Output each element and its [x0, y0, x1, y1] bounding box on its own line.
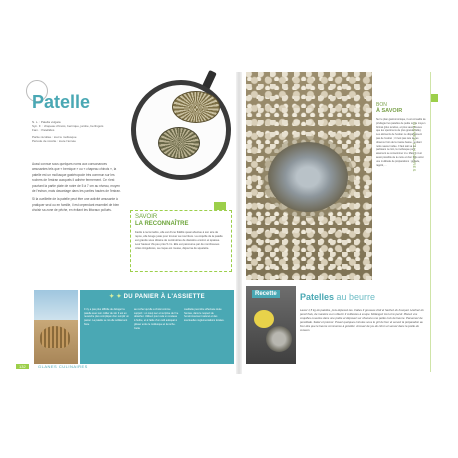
- thumb-tab: [430, 72, 438, 372]
- intro-paragraph: Aussi connue sous quelques noms aux consonances amusantes tels que « bernique » ou « chapeau chinois », la patelle est un mollusque gastéropode très commun sur les rochers de l'estran auxquels il adhère fermement. Ce n'est pourtant la partie plate de notre de 5 à 7 cm au niveau, moyen de l'estran, mais davantage dans les parties hautes de l'estran.: [32, 162, 121, 194]
- info-family: Fam. : Patellidés: [32, 128, 55, 132]
- limpet-photo: [246, 72, 372, 280]
- species-info: [32, 120, 122, 143]
- bon-a-savoir-text: Sur le plan gastronomique, il est conseillé de privilégier les patelles de petite ou de moyen format (plus tendres, et plus savoureuses que les spécimens de plus grande taille). Les éléments de l'estran ne disparaissent pas de l'estran ; il n'est pas rare de les observer lors de la marée basse, rendant notre saveur iodée. Il faut sait sa les partisans ne loin, la mollusque peut aisément se consommer cru. Mais il n'est aussi possible de le cuire et d'en faire ainsi une multitude de préparations : grillade, ragoût, ...: [376, 118, 426, 167]
- intro-text: [32, 162, 122, 217]
- panier-title-text: DU PANIER À L'ASSIETTE: [123, 294, 205, 300]
- savoir-title-line2: LA RECONNAÎTRE: [135, 221, 189, 227]
- savoir-title-line1: SAVOIR: [135, 214, 158, 220]
- panier-column: au rocher qu'elle a choisi comme support : un coup sec et surprise de l'ne détacher. Utilisez pour cela un couteau à huître, et à l'aide d'un outil adéquat à glisser entre le mollusque et la roche. Cette: [134, 308, 179, 330]
- recipe-text: Lavez 1,5 kg de patelles, puis dépecez-les. Faites 3 gousses d'ail et hachez du bouquet. Hachez du persil frais, de manière à en obtenir 3 cuillerées à soupe. Mélangez tout et le persil. Placez vos coquilles ouvertes dans une poêle et déposez sur chacune une petite noix de beurre. Parsemez de persillade. Salez et poivrez. Posez quelques minutes sous le gril du four et servez la préparation au four dès que le beurre commence à grésiller. Arrosez de jus de citron et servez dans la poêle de cuisson.: [300, 308, 424, 333]
- info-harvest-period: Période de récolte : toute l'année: [32, 139, 76, 143]
- recette-label: Recette: [252, 290, 280, 298]
- bon-title-line1: BON: [376, 102, 387, 108]
- bon-title-line2: À SAVOIR: [376, 108, 403, 114]
- savoir-text: Facile à reconnaître, elle est d'une fidélité quasi absolue à son aire de repos, elle bouge juste pour trouver sa nourriture. La coquille de la patelle est grande sous dizaine de centimètres de diamètre environ et épaisse. Leur hauteur d'à peu près 5 cm. Elle est parcourue par de nombreuses côtes irrégulières, sa coque est rousse, déjourna de squelette.: [135, 231, 223, 250]
- recipe-title: [300, 292, 375, 302]
- recipe-title-rest: au beurre: [334, 292, 376, 302]
- thumb-tab-label: GLANES CULINAIRES: [412, 122, 417, 172]
- limpet-shell-side-view: [158, 127, 200, 159]
- info-harvested-part: Partie récoltée : tout le mollusque: [32, 135, 77, 139]
- panier-text-block: [80, 304, 234, 364]
- info-synonyms: Syn. fr. : chapeau chinois, bernique, jambe, berlingots: [32, 124, 104, 128]
- book-spread: [19, 72, 438, 374]
- limpet-shell-top-view: [172, 91, 220, 123]
- running-head: GLANES CULINAIRES: [38, 364, 88, 369]
- species-title: Patelle: [32, 92, 91, 112]
- info-latin-name: N. L. : Patella vulgata: [32, 120, 61, 124]
- basket-photo: [34, 290, 78, 364]
- panier-title: ✦ ✦ DU PANIER À L'ASSIETTE: [80, 290, 234, 304]
- savoir-title: [135, 214, 188, 228]
- intro-paragraph: Si la cueillette de la patelle peut être une activité amusante à pratiquer seul ou en famille, il est cependant essentiel de bien choisir sa zone de pêche, en évitant les littoraux pollués.: [32, 197, 120, 213]
- panier-column: Il n'y a pas plus difficile de déloger la patelle avec son collier de ski. Il est en revanche plus compliqué d'en remplir un panier. La patelle se roi elle solidement fixée: [84, 308, 129, 326]
- bon-a-savoir-title: [376, 102, 402, 114]
- recipe-title-main: Patelles: [300, 292, 335, 302]
- panier-column: cueillette peut être effectuée toute l'année, dans le respect de l'environnement naturel et des éventuelles réglementations locales.: [184, 308, 225, 323]
- savoir-box: [130, 210, 232, 272]
- page-gutter: [236, 72, 242, 374]
- magnifying-glass-icon: [131, 80, 231, 180]
- page-number: 132: [16, 364, 29, 369]
